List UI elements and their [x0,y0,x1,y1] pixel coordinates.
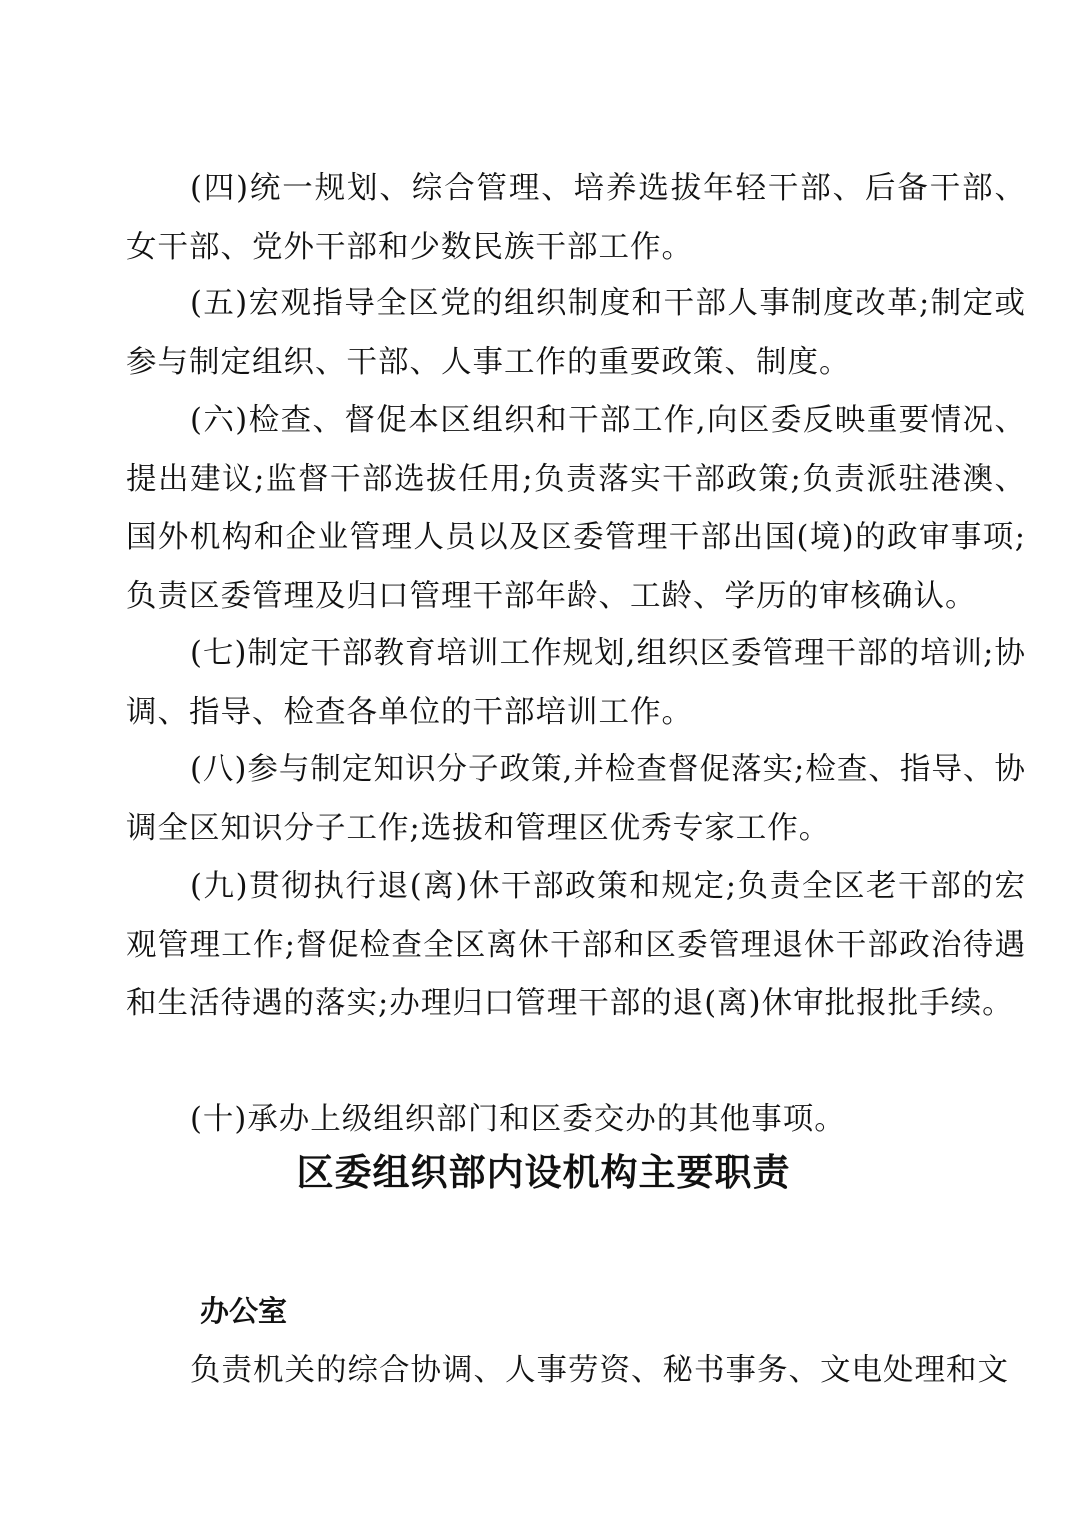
paragraph-item-4: (四)统一规划、综合管理、培养选拔年轻干部、后备干部、女干部、党外干部和少数民族干部工作。 [126,171,1026,265]
section-title: 区委组织部内设机构主要职责 [296,1151,791,1194]
office-description: 负责机关的综合协调、人事劳资、秘书事务、文电处理和文 [190,1353,1009,1388]
paragraph-item-5: (五)宏观指导全区党的组织制度和干部人事制度改革;制定或参与制定组织、干部、人事工作的重要政策、制度。 [126,286,1026,380]
paragraph-item-9: (九)贯彻执行退(离)休干部政策和规定;负责全区老干部的宏观管理工作;督促检查全区离休干部和区委管理退休干部政治待遇和生活待遇的落实;办理归口管理干部的退(离)休审批报批手续。 [126,869,1026,1021]
paragraph-item-6: (六)检查、督促本区组织和干部工作,向区委反映重要情况、提出建议;监督干部选拔任用;负责落实干部政策;负责派驻港澳、国外机构和企业管理人员以及区委管理干部出国(境)的政审事项;负责区委管理及归口管理干部年龄、工龄、学历的审核确认。 [126,403,1026,614]
paragraph-item-7: (七)制定干部教育培训工作规划,组织区委管理干部的培训;协调、指导、检查各单位的干部培训工作。 [126,636,1026,730]
paragraph-item-8: (八)参与制定知识分子政策,并检查督促落实;检查、指导、协调全区知识分子工作;选拔和管理区优秀专家工作。 [126,752,1026,846]
office-heading: 办公室 [200,1294,288,1328]
paragraph-item-10: (十)承办上级组织部门和区委交办的其他事项。 [190,1102,846,1137]
